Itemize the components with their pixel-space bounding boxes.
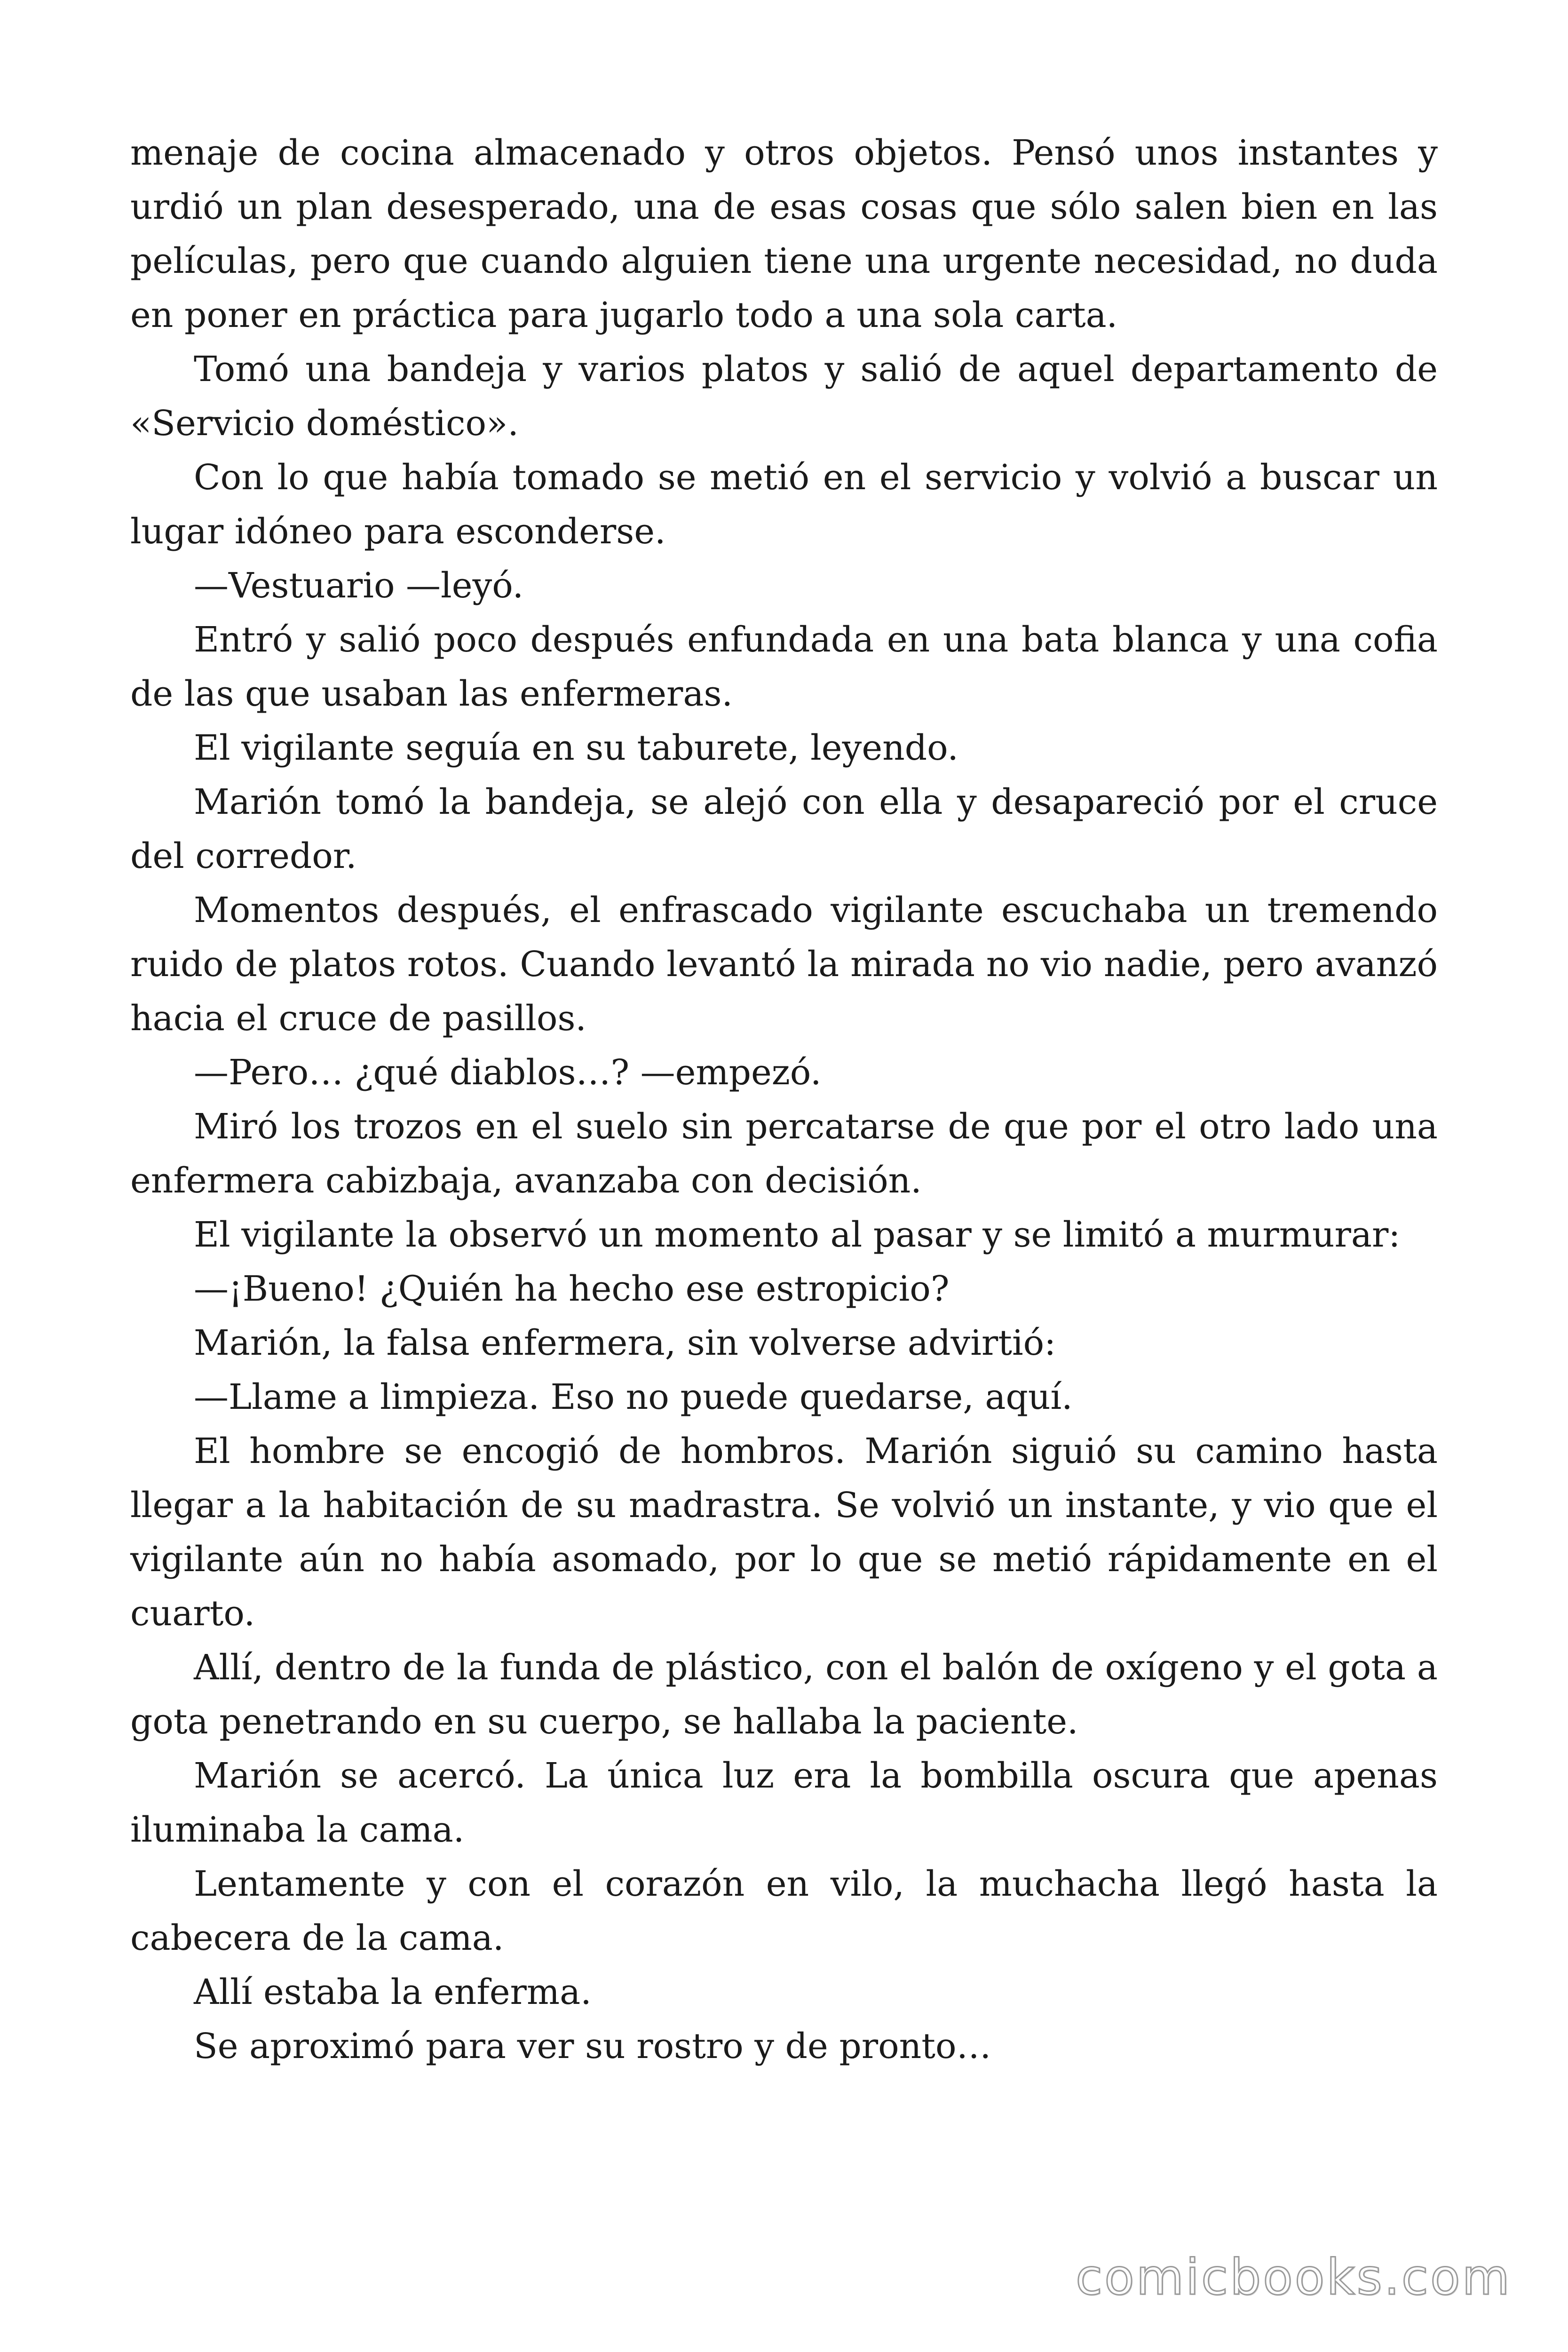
paragraph: Allí, dentro de la funda de plástico, con el balón de oxígeno y el gota a gota penetrando en su cuerpo, se hallaba la paciente.: [130, 1647, 1438, 1742]
paragraph: Marión tomó la bandeja, se alejó con ella y desapareció por el cruce del corredor.: [130, 782, 1438, 876]
paragraph: Entró y salió poco después enfundada en una bata blanca y una cofia de las que usaban las enfermeras.: [130, 620, 1438, 714]
paragraph: Marión se acercó. La única luz era la bombilla oscura que apenas iluminaba la cama.: [130, 1756, 1438, 1850]
paragraph: El vigilante seguía en su taburete, leyendo.: [194, 728, 958, 768]
paragraph: Marión, la falsa enfermera, sin volverse advirtió:: [194, 1323, 1056, 1363]
paragraph: —Llame a limpieza. Eso no puede quedarse, aquí.: [194, 1377, 1073, 1417]
paragraph: —Pero… ¿qué diablos…? —empezó.: [194, 1052, 822, 1093]
watermark: comicbooks.com: [1075, 2249, 1512, 2306]
paragraph: El hombre se encogió de hombros. Marión siguió su camino hasta llegar a la habitación de su madrastra. Se volvió un instante, y vio que el vigilante aún no había asomado, por lo que se metió rápidamente en el cuarto.: [130, 1431, 1438, 1634]
paragraph: Lentamente y con el corazón en vilo, la muchacha llegó hasta la cabecera de la cama.: [130, 1864, 1438, 1958]
paragraph: Allí estaba la enferma.: [194, 1972, 592, 2012]
paragraph: Se aproximó para ver su rostro y de pronto…: [194, 2026, 991, 2066]
paragraph: Tomó una bandeja y varios platos y salió de aquel departamento de «Servicio doméstico».: [130, 349, 1438, 444]
paragraph: menaje de cocina almacenado y otros objetos. Pensó unos instantes y urdió un plan desesperado, una de esas cosas que sólo salen bien en las películas, pero que cuando alguien tiene una urgente necesidad, no duda en poner en práctica para jugarlo todo a una sola carta.: [130, 133, 1438, 335]
page-text: [130, 126, 1438, 2074]
paragraph: El vigilante la observó un momento al pasar y se limitó a murmurar:: [194, 1215, 1401, 1255]
paragraph: Miró los trozos en el suelo sin percatarse de que por el otro lado una enfermera cabizbaja, avanzaba con decisión.: [130, 1106, 1438, 1201]
paragraph: Momentos después, el enfrascado vigilante escuchaba un tremendo ruido de platos rotos. Cuando levantó la mirada no vio nadie, pero avanzó hacia el cruce de pasillos.: [130, 890, 1438, 1039]
paragraph: —Vestuario —leyó.: [194, 565, 524, 606]
paragraph: Con lo que había tomado se metió en el servicio y volvió a buscar un lugar idóneo para esconderse.: [130, 457, 1438, 552]
paragraph: —¡Bueno! ¿Quién ha hecho ese estropicio?: [194, 1269, 950, 1309]
